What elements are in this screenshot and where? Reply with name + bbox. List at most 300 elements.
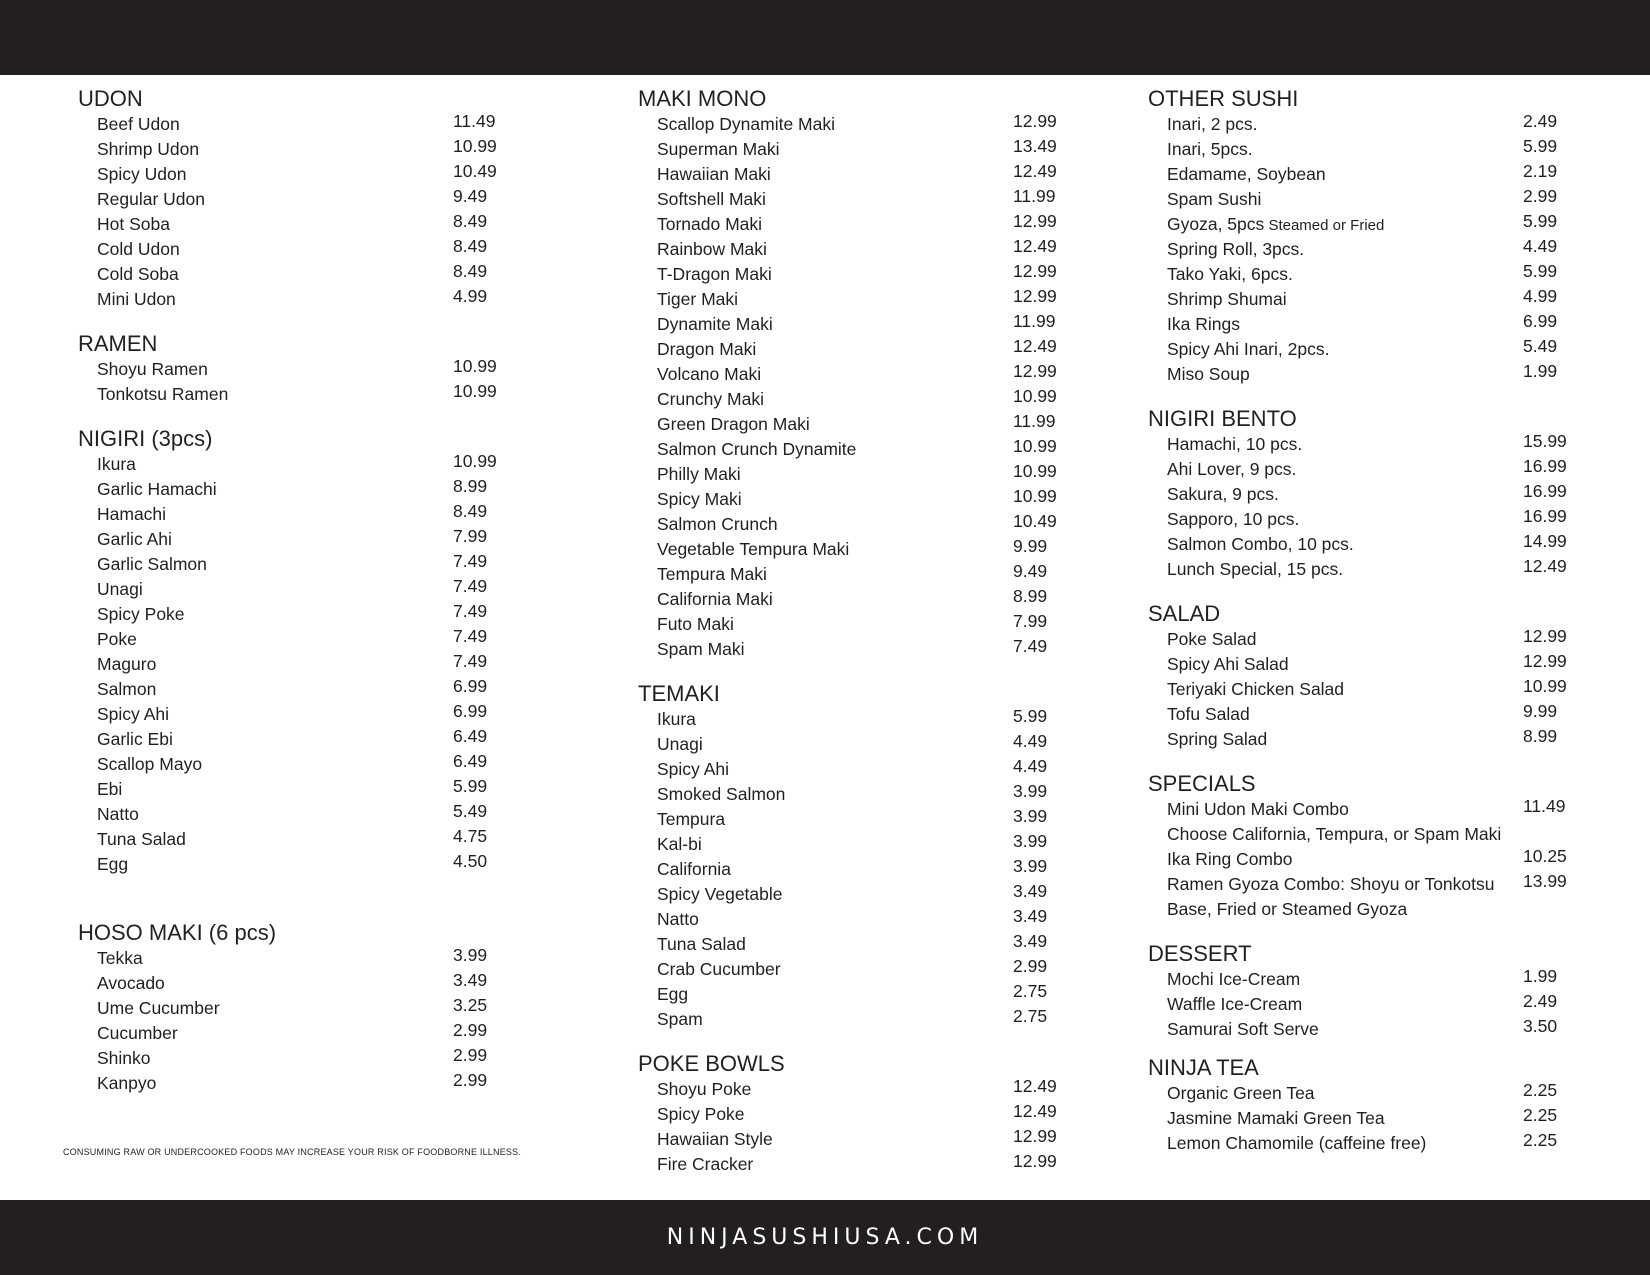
item-name (97, 971, 165, 996)
item-name (1167, 432, 1302, 457)
item-name (1167, 337, 1329, 362)
item-name (657, 287, 738, 312)
item-name (1167, 362, 1250, 387)
item-name-text: Shrimp Shumai (1167, 289, 1287, 309)
menu-section (1148, 405, 1628, 582)
item-price: 10.99 (1013, 436, 1057, 456)
item-name (97, 262, 179, 287)
item-name (97, 602, 185, 627)
menu-item (638, 1007, 1118, 1032)
item-name (1167, 212, 1384, 238)
item-price: 2.25 (1523, 1105, 1558, 1125)
item-name-text: Tuna Salad (97, 829, 186, 849)
item-name-text: Tekka (97, 948, 143, 968)
item-name (1167, 457, 1296, 482)
item-name (1167, 677, 1344, 702)
item-price: 1.99 (1523, 361, 1558, 381)
item-name-text: Tonkotsu Ramen (97, 384, 229, 404)
item-name-text: Natto (657, 909, 699, 929)
item-name (657, 362, 761, 387)
item-name-text: Spicy Ahi Salad (1167, 654, 1289, 674)
item-name (97, 752, 202, 777)
item-name (97, 1071, 156, 1096)
item-name (657, 337, 756, 362)
menu-section (78, 425, 558, 877)
item-name (657, 162, 771, 187)
item-name-text: Spam Sushi (1167, 189, 1262, 209)
item-name (97, 827, 186, 852)
item-price: 5.99 (1523, 211, 1558, 231)
item-price: 7.49 (1013, 636, 1048, 656)
item-name-text: California (657, 859, 731, 879)
item-name-text: Mini Udon Maki Combo (1167, 799, 1349, 819)
item-price: 1.99 (1523, 966, 1558, 986)
item-price: 12.49 (1013, 236, 1057, 256)
item-price: 12.99 (1523, 626, 1567, 646)
item-price: 5.99 (1523, 261, 1558, 281)
section-title: DESSERT (1148, 941, 1252, 966)
item-name-text: Scallop Dynamite Maki (657, 114, 835, 134)
item-name-text: Spam (657, 1009, 703, 1029)
item-name-text: Unagi (97, 579, 143, 599)
item-price: 3.99 (1013, 781, 1048, 801)
item-price: 10.99 (1013, 486, 1057, 506)
item-name (657, 832, 702, 857)
item-name-text: Hawaiian Style (657, 1129, 773, 1149)
item-price: 6.49 (453, 751, 488, 771)
item-price: 12.49 (1013, 1076, 1057, 1096)
item-price: 2.49 (1523, 111, 1558, 131)
item-name-text: California Maki (657, 589, 773, 609)
item-price: 10.99 (453, 381, 497, 401)
item-price: 11.99 (1013, 411, 1056, 431)
item-name (657, 237, 767, 262)
item-price: 10.99 (1013, 461, 1057, 481)
menu-section (1148, 940, 1628, 1042)
item-name (97, 527, 172, 552)
item-name (97, 162, 187, 187)
item-name (657, 957, 781, 982)
item-price: 12.49 (1013, 161, 1057, 181)
item-name-text: Ikura (97, 454, 136, 474)
item-name-text: Crab Cucumber (657, 959, 781, 979)
item-price: 12.99 (1013, 286, 1057, 306)
item-name-text: Base, Fried or Steamed Gyoza (1167, 899, 1408, 919)
item-name (1167, 967, 1300, 992)
section-title: SALAD (1148, 601, 1221, 626)
item-name-text: Samurai Soft Serve (1167, 1019, 1319, 1039)
item-name (97, 112, 180, 137)
item-price: 2.99 (453, 1070, 488, 1090)
item-price: 12.49 (1523, 556, 1567, 576)
item-price: 7.99 (1013, 611, 1048, 631)
item-name-text: Tempura Maki (657, 564, 767, 584)
item-name-text: Lemon Chamomile (caffeine free) (1167, 1133, 1427, 1153)
item-name-text: Dynamite Maki (657, 314, 773, 334)
item-price: 15.99 (1523, 431, 1567, 451)
item-name-text: Ikura (657, 709, 696, 729)
menu-section (78, 919, 558, 1096)
menu-column-left (78, 85, 558, 1114)
item-price: 8.99 (1013, 586, 1048, 606)
item-name (97, 287, 176, 312)
item-price: 13.49 (1013, 136, 1057, 156)
menu-item (78, 287, 558, 312)
item-name-text: Teriyaki Chicken Salad (1167, 679, 1345, 699)
item-price: 9.49 (453, 186, 488, 206)
item-name (97, 996, 220, 1021)
item-name-text: Superman Maki (657, 139, 780, 159)
item-name-text: Miso Soup (1167, 364, 1250, 384)
item-name (657, 437, 856, 462)
item-name-text: Philly Maki (657, 464, 741, 484)
menu-section (638, 680, 1118, 1032)
menu-item (1148, 1131, 1628, 1156)
item-name-text: Cold Soba (97, 264, 179, 284)
item-name-text: Spring Salad (1167, 729, 1268, 749)
item-name-text: Spicy Vegetable (657, 884, 783, 904)
item-name-text: Spicy Ahi (97, 704, 169, 724)
menu-item (78, 1071, 558, 1096)
item-price: 12.99 (1523, 651, 1567, 671)
item-name (1167, 137, 1253, 162)
section-title: TEMAKI (638, 681, 720, 706)
item-name-text: Futo Maki (657, 614, 734, 634)
item-price: 3.49 (1013, 906, 1048, 926)
item-name (657, 857, 731, 882)
item-price: 11.49 (1523, 796, 1566, 816)
item-name-text: Inari, 5pcs. (1167, 139, 1253, 159)
item-name-text: Garlic Hamachi (97, 479, 217, 499)
item-price: 3.49 (453, 970, 488, 990)
item-price: 2.25 (1523, 1080, 1558, 1100)
item-name-text: Egg (97, 854, 129, 874)
item-price: 2.49 (1523, 991, 1558, 1011)
item-name-text: Unagi (657, 734, 703, 754)
item-name-text: Garlic Ahi (97, 529, 172, 549)
item-name-text: Dragon Maki (657, 339, 757, 359)
item-price: 4.49 (1523, 236, 1558, 256)
item-name (97, 1046, 151, 1071)
item-name (1167, 557, 1343, 582)
section-title: RAMEN (78, 331, 158, 356)
item-price: 2.75 (1013, 1006, 1048, 1026)
item-price: 9.99 (1013, 536, 1048, 556)
item-price: 12.99 (1013, 261, 1057, 281)
item-name-text: Hamachi, 10 pcs. (1167, 434, 1303, 454)
item-price: 5.99 (453, 776, 488, 796)
item-name (657, 907, 699, 932)
item-name (657, 932, 746, 957)
item-price: 8.49 (453, 211, 488, 231)
item-price: 8.49 (453, 236, 488, 256)
item-price: 6.99 (1523, 311, 1558, 331)
menu-section (1148, 770, 1628, 922)
item-price: 16.99 (1523, 506, 1567, 526)
section-title: OTHER SUSHI (1148, 86, 1299, 111)
item-name-text: Gyoza, 5pcs (1167, 214, 1265, 234)
item-name-text: Tornado Maki (657, 214, 763, 234)
menu-item (1148, 557, 1628, 582)
item-name-text: Vegetable Tempura Maki (657, 539, 850, 559)
item-price: 7.49 (453, 651, 488, 671)
section-title: NINJA TEA (1148, 1055, 1259, 1080)
item-price: 10.49 (453, 161, 497, 181)
item-name-text: Hawaiian Maki (657, 164, 771, 184)
item-name-text: Shrimp Udon (97, 139, 200, 159)
item-name (1167, 652, 1289, 677)
item-price: 6.99 (453, 676, 488, 696)
item-name (1167, 532, 1354, 557)
item-name (1167, 482, 1279, 507)
section-title: HOSO MAKI (6 pcs) (78, 920, 277, 945)
item-name-text: Egg (657, 984, 689, 1004)
item-price: 3.99 (1013, 806, 1048, 826)
item-name (1167, 992, 1302, 1017)
item-name (1167, 847, 1292, 872)
item-price: 16.99 (1523, 456, 1567, 476)
item-price: 2.99 (453, 1020, 488, 1040)
item-name-text: Organic Green Tea (1167, 1083, 1315, 1103)
section-title: POKE BOWLS (638, 1051, 785, 1076)
item-name-text: Hot Soba (97, 214, 170, 234)
item-name (657, 512, 778, 537)
menu-item (638, 637, 1118, 662)
item-price: 5.99 (1013, 706, 1048, 726)
item-name (97, 357, 208, 382)
item-name-text: Spicy Poke (97, 604, 185, 624)
item-name-text: Sapporo, 10 pcs. (1167, 509, 1300, 529)
item-name-text: Garlic Salmon (97, 554, 207, 574)
item-price: 14.99 (1523, 531, 1567, 551)
item-name-text: Kanpyo (97, 1073, 157, 1093)
item-name (97, 477, 217, 502)
item-price: 11.99 (1013, 186, 1056, 206)
section-title: UDON (78, 86, 143, 111)
item-name (1167, 822, 1501, 847)
item-name (1167, 897, 1407, 922)
item-price: 12.49 (1013, 336, 1057, 356)
item-name-text: Shoyu Ramen (97, 359, 208, 379)
item-name (657, 1007, 703, 1032)
item-name-text: Tempura (657, 809, 726, 829)
item-price: 10.99 (1523, 676, 1567, 696)
item-price: 7.49 (453, 601, 488, 621)
item-price: 7.49 (453, 576, 488, 596)
item-price: 9.99 (1523, 701, 1558, 721)
item-name (657, 387, 764, 412)
item-price: 4.99 (1523, 286, 1558, 306)
menu-section (638, 1050, 1118, 1177)
item-name (97, 382, 228, 407)
website-url: NINJASUSHIUSA.COM (666, 1225, 984, 1250)
item-name-text: Salmon Crunch (657, 514, 778, 534)
item-name (97, 702, 169, 727)
footer-banner (0, 1200, 1650, 1275)
item-price: 12.99 (1013, 1126, 1057, 1146)
item-name-text: Spicy Ahi Inari, 2pcs. (1167, 339, 1330, 359)
item-name (1167, 1131, 1426, 1156)
item-name-text: Salmon Crunch Dynamite (657, 439, 857, 459)
item-price: 12.99 (1013, 1151, 1057, 1171)
menu-section (78, 330, 558, 407)
item-price: 6.99 (453, 701, 488, 721)
item-price: 3.25 (453, 995, 488, 1015)
item-name (97, 187, 205, 212)
food-safety-disclaimer: CONSUMING RAW OR UNDERCOOKED FOODS MAY INCREASE YOUR RISK OF FOODBORNE ILLNESS. (63, 1147, 522, 1157)
section-title: MAKI MONO (638, 86, 767, 111)
item-price: 6.49 (453, 726, 488, 746)
item-price: 7.49 (453, 626, 488, 646)
item-price: 4.50 (453, 851, 488, 871)
item-name (97, 502, 166, 527)
item-name-text: Regular Udon (97, 189, 205, 209)
item-price: 3.99 (1013, 856, 1048, 876)
item-name-text: Cucumber (97, 1023, 178, 1043)
item-name-text: Spicy Maki (657, 489, 742, 509)
menu-section (78, 85, 558, 312)
menu-item (1148, 727, 1628, 752)
item-price: 5.49 (453, 801, 488, 821)
item-name (97, 1021, 178, 1046)
item-name (657, 1102, 745, 1127)
item-name (97, 946, 143, 971)
item-name (657, 707, 696, 732)
item-name (97, 452, 136, 477)
item-name (657, 187, 766, 212)
item-price: 7.49 (453, 551, 488, 571)
item-name-text: Kal-bi (657, 834, 702, 854)
item-name (1167, 162, 1326, 187)
item-name-text: Ahi Lover, 9 pcs. (1167, 459, 1297, 479)
item-price: 4.75 (453, 826, 488, 846)
menu-item (1148, 872, 1628, 897)
item-price: 3.49 (1013, 881, 1048, 901)
item-price: 10.25 (1523, 846, 1567, 866)
item-name (657, 612, 734, 637)
item-price: 16.99 (1523, 481, 1567, 501)
item-name (1167, 112, 1257, 137)
item-name (97, 727, 173, 752)
item-price: 2.25 (1523, 1130, 1558, 1150)
item-name (657, 637, 745, 662)
item-name-text: Hamachi (97, 504, 167, 524)
item-price: 4.49 (1013, 756, 1048, 776)
item-name-text: Spicy Ahi (657, 759, 729, 779)
item-name (97, 677, 156, 702)
item-name-text: Crunchy Maki (657, 389, 764, 409)
item-name (1167, 872, 1494, 897)
item-name-text: Tiger Maki (657, 289, 739, 309)
item-name-text: Softshell Maki (657, 189, 766, 209)
item-name-text: Cold Udon (97, 239, 180, 259)
item-name (97, 137, 199, 162)
item-name (657, 1077, 751, 1102)
item-name (1167, 187, 1261, 212)
item-price: 5.99 (1523, 136, 1558, 156)
item-price: 10.99 (453, 136, 497, 156)
item-name (657, 782, 785, 807)
item-price: 10.99 (453, 451, 497, 471)
menu-section (1148, 600, 1628, 752)
menu-item (1148, 897, 1628, 922)
item-name (97, 852, 128, 877)
item-name (97, 552, 207, 577)
menu-item (1148, 362, 1628, 387)
item-name (1167, 237, 1304, 262)
item-name-text: T-Dragon Maki (657, 264, 772, 284)
item-name-text: Salmon Combo, 10 pcs. (1167, 534, 1354, 554)
item-name (97, 237, 180, 262)
item-name (1167, 727, 1267, 752)
item-name-text: Inari, 2 pcs. (1167, 114, 1258, 134)
item-price: 7.99 (453, 526, 488, 546)
item-name-text: Spicy Udon (97, 164, 187, 184)
menu-item (1148, 1017, 1628, 1042)
item-price: 8.99 (1523, 726, 1558, 746)
item-note: Steamed or Fried (1264, 217, 1385, 234)
item-price: 8.49 (453, 261, 488, 281)
item-name (1167, 262, 1293, 287)
item-name-text: Volcano Maki (657, 364, 762, 384)
item-name (657, 262, 772, 287)
item-name-text: Avocado (97, 973, 165, 993)
item-name-text: Maguro (97, 654, 157, 674)
item-name-text: Mochi Ice-Cream (1167, 969, 1301, 989)
item-name-text: Rainbow Maki (657, 239, 767, 259)
item-name-text: Scallop Mayo (97, 754, 203, 774)
item-name (97, 212, 170, 237)
item-price: 2.99 (1523, 186, 1558, 206)
item-name-text: Ika Ring Combo (1167, 849, 1293, 869)
item-name-text: Garlic Ebi (97, 729, 173, 749)
item-name-text: Salmon (97, 679, 157, 699)
item-name-text: Shoyu Poke (657, 1079, 752, 1099)
menu-item (638, 1152, 1118, 1177)
item-name-text: Spicy Poke (657, 1104, 745, 1124)
item-name (657, 462, 741, 487)
item-name-text: Ume Cucumber (97, 998, 220, 1018)
section-title: NIGIRI BENTO (1148, 406, 1297, 431)
item-price: 2.99 (453, 1045, 488, 1065)
menu-section (638, 85, 1118, 662)
menu-item (78, 852, 558, 877)
item-name (657, 1127, 773, 1152)
menu-section (1148, 1054, 1628, 1156)
item-name (1167, 1106, 1385, 1131)
item-price: 8.99 (453, 476, 488, 496)
item-price: 12.99 (1013, 111, 1057, 131)
item-price: 5.49 (1523, 336, 1558, 356)
item-name-text: Natto (97, 804, 139, 824)
item-name-text: Beef Udon (97, 114, 180, 134)
item-name (657, 312, 773, 337)
top-banner (0, 0, 1650, 75)
item-price: 10.49 (1013, 511, 1057, 531)
item-name-text: Choose California, Tempura, or Spam Maki (1167, 824, 1502, 844)
menu-column-right (1148, 85, 1628, 1174)
item-price: 3.49 (1013, 931, 1048, 951)
item-name-text: Mini Udon (97, 289, 176, 309)
item-name (657, 882, 783, 907)
item-name (657, 732, 703, 757)
item-price: 9.49 (1013, 561, 1048, 581)
item-name-text: Tako Yaki, 6pcs. (1167, 264, 1293, 284)
item-name-text: Poke (97, 629, 137, 649)
item-name (657, 562, 767, 587)
item-name-text: Shinko (97, 1048, 151, 1068)
item-name (97, 577, 143, 602)
